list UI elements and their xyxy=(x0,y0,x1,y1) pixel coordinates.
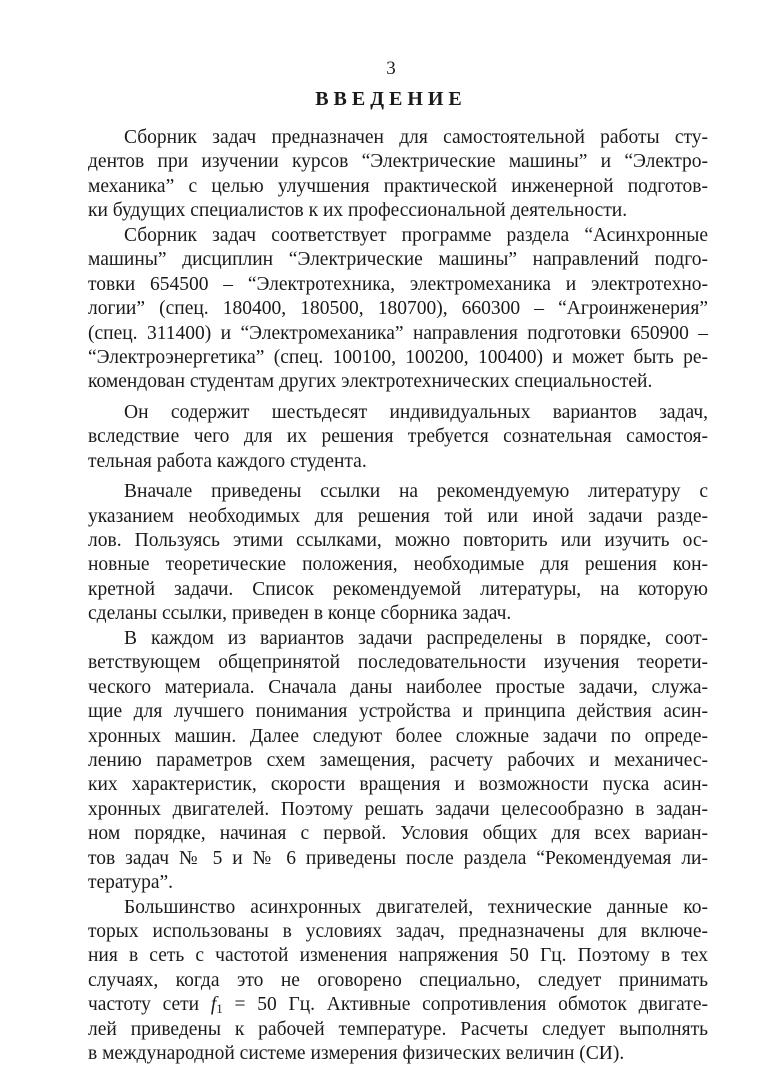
text-line: ветствующем общепринятой последовательности изучения теорети- xyxy=(88,652,708,674)
text-line: хронных двигателей. Поэтому решать задачи целесообразно в задан- xyxy=(88,798,708,820)
text-line: тельная работа каждого студента. xyxy=(88,450,367,472)
text-line: лению параметров схем замещения, расчету рабочих и механичес- xyxy=(88,749,708,771)
frequency-subscript: 1 xyxy=(216,1001,223,1017)
text-line: Сборник задач соответствует программе раздела “Асинхронные xyxy=(124,224,708,246)
text-line: ческого материала. Сначала даны наиболее простые задачи, служа- xyxy=(88,676,708,698)
text-line: машины” дисциплин “Электрические машины” направлений подго- xyxy=(88,249,708,271)
text-line: вследствие чего для их решения требуется сознательная самостоя- xyxy=(88,426,708,448)
text-line: лов. Пользуясь этими ссылками, можно повторить или изучить ос- xyxy=(88,530,708,551)
text-line: в международной системе измерения физических величин (СИ). xyxy=(88,1043,625,1065)
frequency-symbol: f xyxy=(210,994,217,1016)
text-line: новные теоретические положения, необходимые для решения кон- xyxy=(88,554,708,576)
text-line: щие для лучшего понимания устройства и принципа действия асин- xyxy=(88,701,708,723)
text-line: комендован студентам других электротехнических специальностей. xyxy=(88,371,653,393)
text-line: сделаны ссылки, приведен в конце сборника задач. xyxy=(88,603,512,625)
text-line: ном порядке, начиная с первой. Условия общих для всех вариан- xyxy=(88,823,708,845)
text-line: Сборник задач предназначен для самостоятельной работы сту- xyxy=(124,127,708,148)
text-line: товки 654500 – “Электротехника, электромеханика и электротехно- xyxy=(88,273,708,295)
formula-prefix: частоту сети xyxy=(88,994,211,1016)
text-line: тература”. xyxy=(88,872,174,894)
text-line: ки будущих специалистов к их профессиональной деятельности. xyxy=(88,200,628,222)
text-line: Он содержит шестьдесят индивидуальных вариантов задач, xyxy=(124,401,708,423)
text-line: лей приведены к рабочей температуре. Расчеты следует выполнять xyxy=(88,1018,708,1040)
page-number: 3 xyxy=(386,58,396,79)
text-line: тов задач № 5 и № 6 приведены после раздела “Рекомендуемая ли- xyxy=(88,847,708,869)
text-line: логии” (спец. 180400, 180500, 180700), 660300 – “Агроинженерия” xyxy=(88,298,708,320)
text-line: ния в сеть с частотой изменения напряжения 50 Гц. Поэтому в тех xyxy=(88,945,708,967)
text-line: Вначале приведены ссылки на рекомендуемую литературу с xyxy=(124,481,708,503)
text-line: дентов при изучении курсов “Электрические машины” и “Электро- xyxy=(88,151,708,173)
page-title: ВВЕДЕНИЕ xyxy=(315,88,467,110)
text-line: торых использованы в условиях задач, предназначены для включе- xyxy=(88,921,708,942)
text-line: механика” с целью улучшения практической инженерной подготов- xyxy=(88,175,708,197)
text-line: Большинство асинхронных двигателей, технические данные ко- xyxy=(124,896,708,918)
formula-line xyxy=(88,993,708,1017)
text-line: хронных машин. Далее следуют более сложные задачи по опреде- xyxy=(88,725,708,747)
text-line: указанием необходимых для решения той или иной задачи разде- xyxy=(88,505,708,527)
text-line: (спец. 311400) и “Электромеханика” направления подготовки 650900 – xyxy=(88,322,708,344)
text-line: ких характеристик, скорости вращения и возможности пуска асин- xyxy=(88,774,708,796)
document-body xyxy=(88,126,708,1067)
text-line: кретной задачи. Список рекомендуемой литературы, на которую xyxy=(88,578,708,600)
formula-suffix: = 50 Гц. Активные сопротивления обмоток двигате- xyxy=(222,994,709,1016)
text-line: случаях, когда это не оговорено специально, следует принимать xyxy=(88,969,708,991)
text-line: “Электроэнергетика” (спец. 100100, 100200, 100400) и может быть ре- xyxy=(88,346,708,368)
text-line: В каждом из вариантов задачи распределены в порядке, соот- xyxy=(124,627,708,649)
